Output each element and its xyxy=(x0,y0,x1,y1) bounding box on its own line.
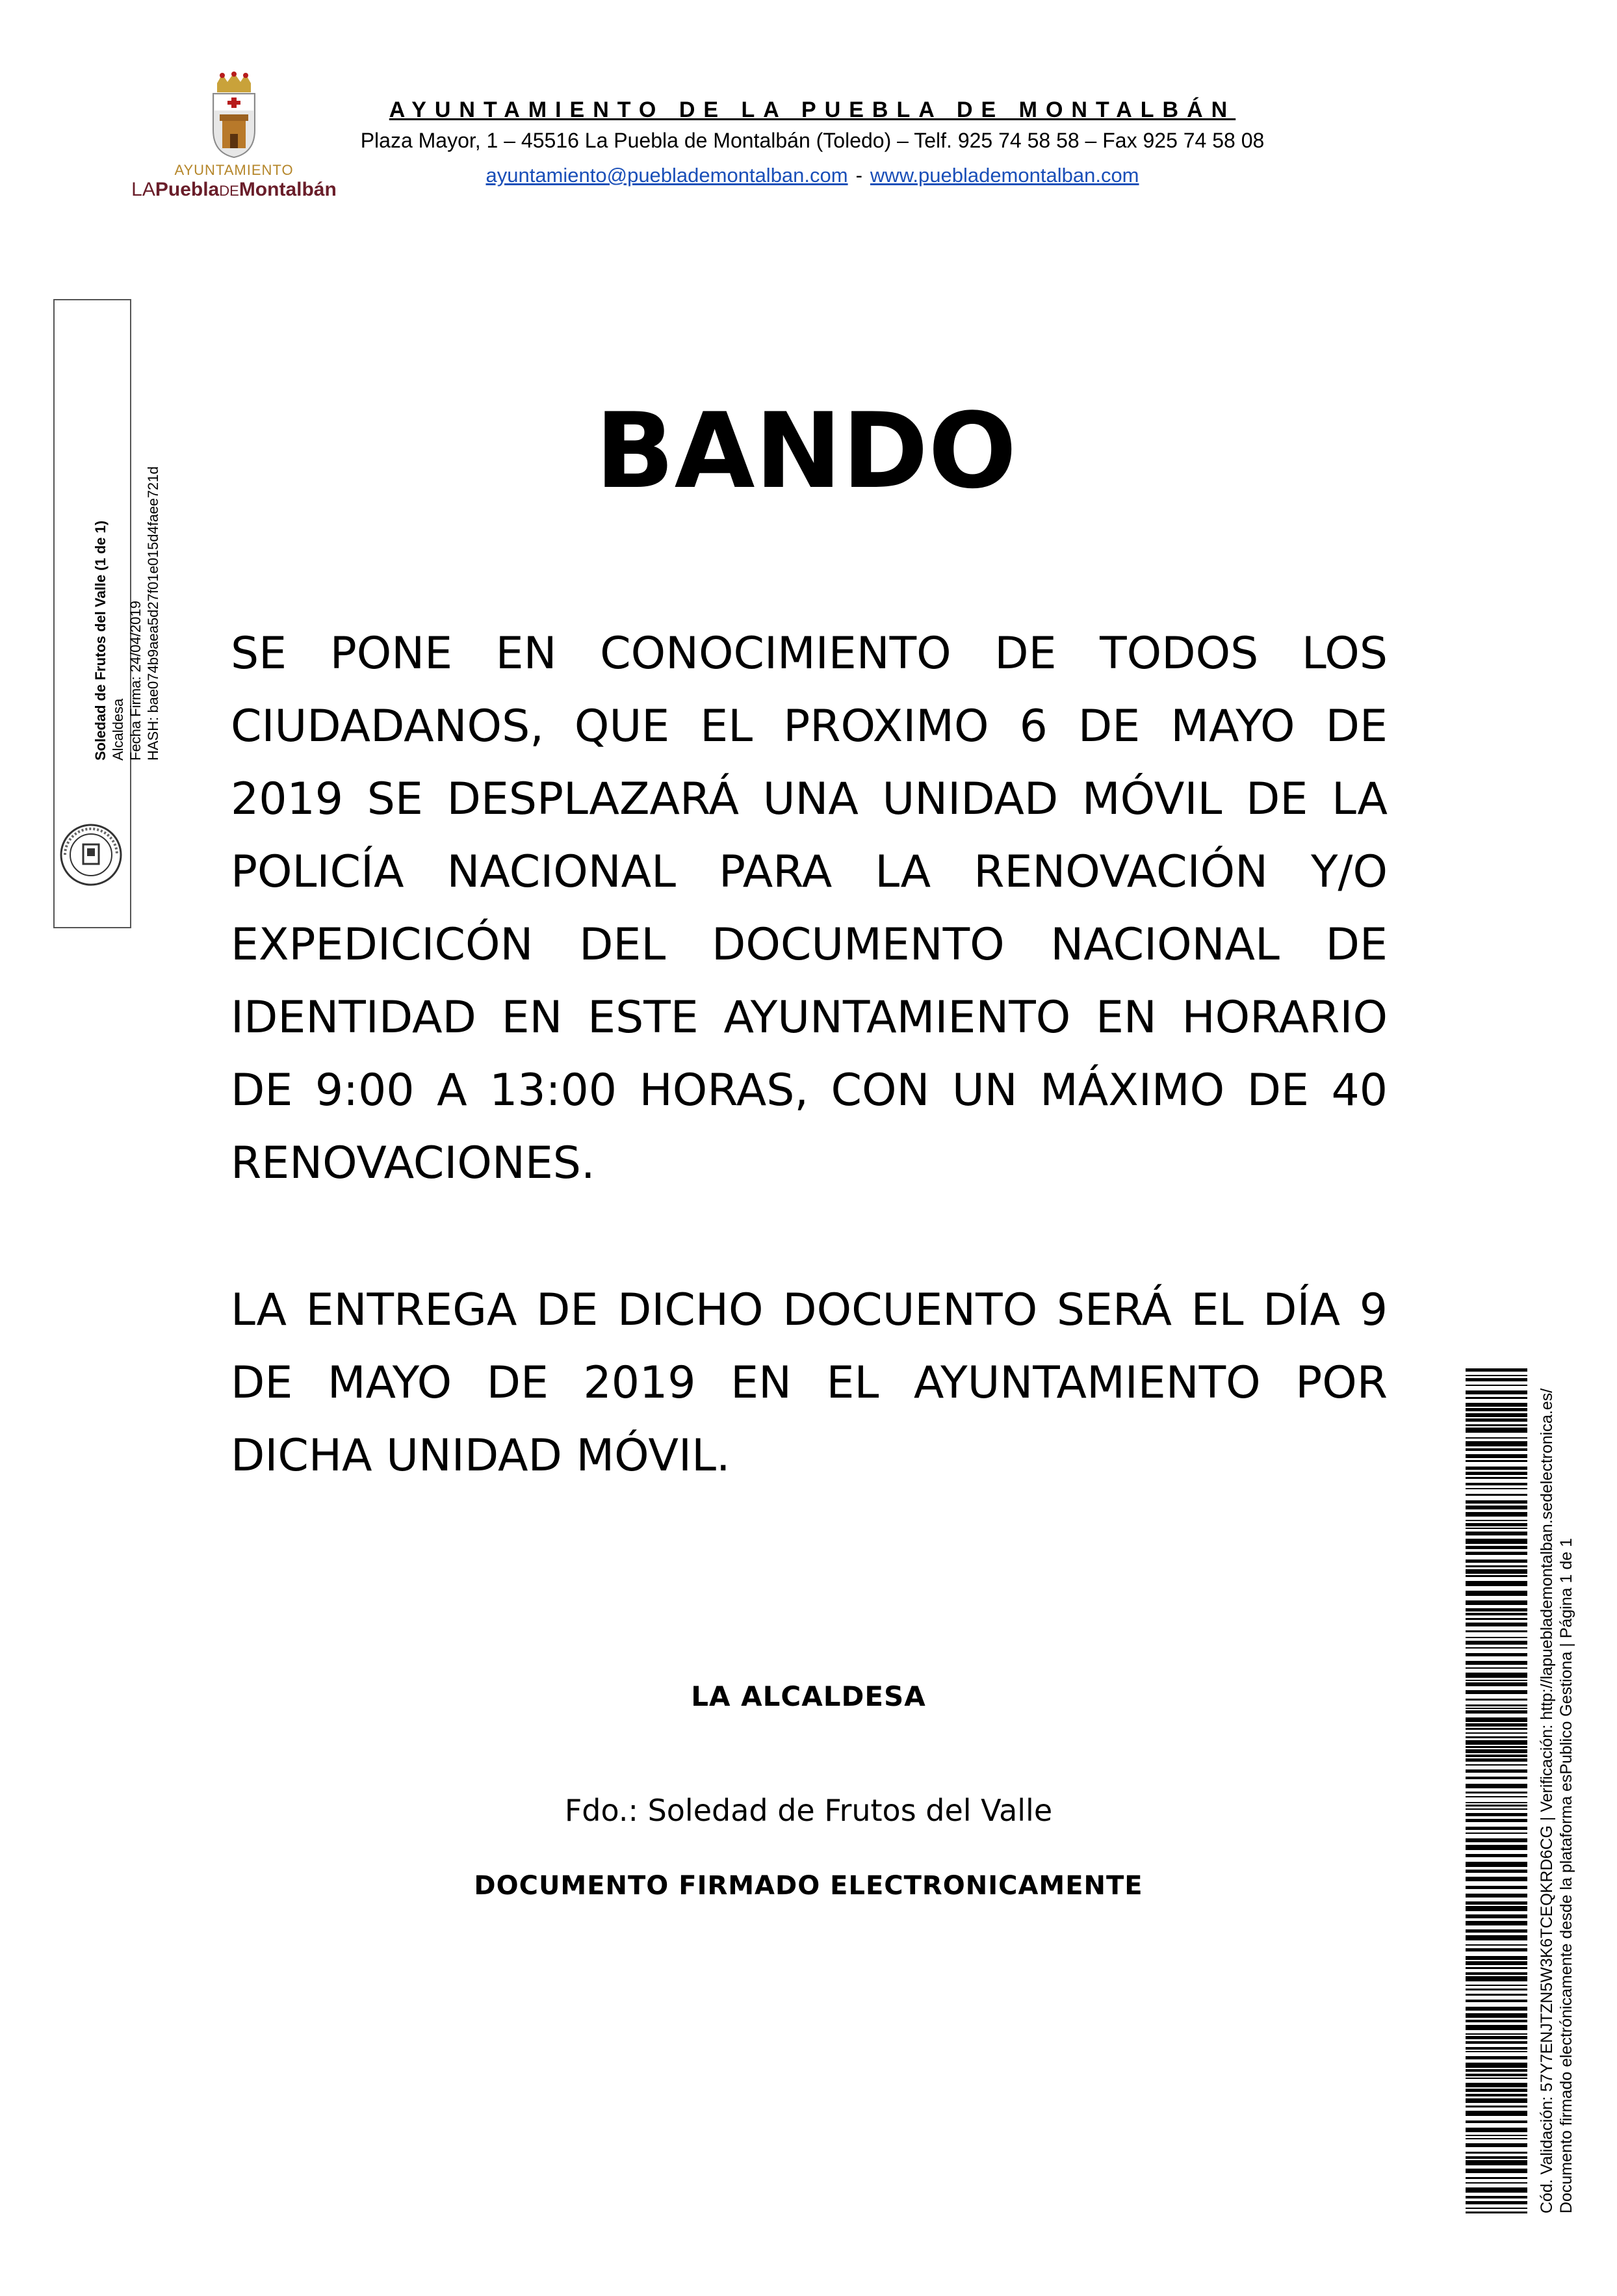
barcode-bar xyxy=(1466,1717,1527,1722)
barcode-bar xyxy=(1466,1581,1527,1586)
barcode-bar xyxy=(1466,2111,1527,2116)
barcode-bar xyxy=(1466,1477,1527,1479)
barcode-bar xyxy=(1466,1819,1527,1822)
barcode-bar xyxy=(1466,1520,1527,1521)
signature-hash-line: HASH: bae074b9aea5d27f01e015d4faee721d xyxy=(145,466,161,761)
barcode-bar xyxy=(1466,2020,1527,2022)
logo-text-top: AYUNTAMIENTO xyxy=(174,162,294,178)
barcode-bar xyxy=(1466,1732,1527,1734)
barcode-bar xyxy=(1466,2156,1527,2159)
barcode-bar xyxy=(1466,1437,1527,1439)
barcode-bar xyxy=(1466,2051,1527,2052)
barcode-bar xyxy=(1466,2041,1527,2044)
signer-name: Fdo.: Soledad de Frutos del Valle xyxy=(564,1793,1053,1828)
barcode-bar xyxy=(1466,1808,1527,1810)
barcode-bar xyxy=(1466,1704,1527,1706)
barcode-bar xyxy=(1466,2187,1527,2193)
verification-code-line: Cód. Validación: 57Y7ENJTZN5W3K6TCEQKRD6CG | Verificación: http://lapueblademontalban.sedelectronica.es/ xyxy=(1538,1388,1556,2213)
barcode-bar xyxy=(1466,1390,1527,1394)
barcode-bar xyxy=(1466,1802,1527,1803)
barcode-bar xyxy=(1466,1906,1527,1911)
barcode-bar xyxy=(1466,1792,1527,1794)
barcode-bar xyxy=(1466,1994,1527,1996)
barcode-bar xyxy=(1466,1467,1527,1470)
barcode-bar xyxy=(1466,2208,1527,2209)
barcode-bar xyxy=(1466,2047,1527,2050)
email-link[interactable]: ayuntamiento@pueblademontalban.com xyxy=(485,164,848,187)
barcode-bar xyxy=(1466,1901,1527,1905)
barcode-bar xyxy=(1466,2098,1527,2103)
barcode-bar xyxy=(1466,1647,1527,1649)
barcode-bar xyxy=(1466,1600,1527,1605)
barcode-bar xyxy=(1466,1769,1527,1773)
barcode-bar xyxy=(1466,1764,1527,1766)
barcode-bar xyxy=(1466,1921,1527,1925)
barcode-bar xyxy=(1466,1385,1527,1386)
barcode-bar xyxy=(1466,1935,1527,1940)
barcode-bar xyxy=(1466,1929,1527,1933)
barcode-bar xyxy=(1466,2083,1527,2087)
barcode-bar xyxy=(1466,2128,1527,2132)
barcode-bar xyxy=(1466,1559,1527,1563)
barcode-bar xyxy=(1466,2074,1527,2076)
barcode-bar xyxy=(1466,1862,1527,1867)
barcode-bar xyxy=(1466,1661,1527,1665)
barcode-bar xyxy=(1466,1989,1527,1990)
platform-line: Documento firmado electrónicamente desde la plataforma esPublico Gestiona | Página 1 de 1 xyxy=(1557,1537,1575,2213)
barcode-bar xyxy=(1466,1472,1527,1475)
barcode-bar xyxy=(1466,2201,1527,2204)
barcode-bar xyxy=(1466,1397,1527,1399)
barcode-bar xyxy=(1466,1418,1527,1422)
barcode-bar xyxy=(1466,1976,1527,1981)
barcode-bar xyxy=(1466,2013,1527,2018)
barcode-bar xyxy=(1466,1813,1527,1816)
barcode-bar xyxy=(1466,1630,1527,1632)
barcode-bar xyxy=(1466,1565,1527,1567)
barcode-bar xyxy=(1466,1777,1527,1779)
barcode-bar xyxy=(1466,2143,1527,2147)
barcode-bar xyxy=(1466,1428,1527,1433)
barcode-bar xyxy=(1466,1494,1527,1496)
barcode-bar xyxy=(1466,1368,1527,1372)
barcode-bar xyxy=(1466,1833,1527,1834)
barcode-bar xyxy=(1466,1608,1527,1611)
barcode-bar xyxy=(1466,1723,1527,1727)
verification-info xyxy=(1537,1368,1576,2213)
barcode-bar xyxy=(1466,2177,1527,2179)
organization-title: AYUNTAMIENTO DE LA PUEBLA DE MONTALBÁN xyxy=(389,98,1236,122)
barcode-bar xyxy=(1466,2169,1527,2173)
barcode-bar xyxy=(1466,1441,1527,1446)
barcode-bar xyxy=(1466,1708,1527,1709)
barcode-bar xyxy=(1466,1460,1527,1462)
coat-of-arms-icon xyxy=(208,72,260,159)
barcode-bar xyxy=(1466,1749,1527,1753)
barcode-bar xyxy=(1466,1500,1527,1504)
barcode-bar xyxy=(1466,2056,1527,2059)
barcode-bar xyxy=(1466,1948,1527,1951)
barcode-bar xyxy=(1466,1378,1527,1381)
barcode-bar xyxy=(1466,1690,1527,1694)
barcode-bar xyxy=(1466,1375,1527,1376)
barcode-bar xyxy=(1466,2160,1527,2165)
organization-address: Plaza Mayor, 1 – 45516 La Puebla de Montalbán (Toledo) – Telf. 925 74 58 58 – Fax 925 74 58 08 xyxy=(360,129,1265,152)
barcode-bar xyxy=(1466,2152,1527,2154)
barcode-bar xyxy=(1466,2033,1527,2035)
barcode-bar xyxy=(1466,2120,1527,2123)
barcode-bar xyxy=(1466,1488,1527,1489)
barcode-bar xyxy=(1466,1736,1527,1738)
barcode-bar xyxy=(1466,1755,1527,1757)
barcode-bar xyxy=(1466,1680,1527,1681)
barcode-bar xyxy=(1466,1653,1527,1656)
barcode-bar xyxy=(1466,2182,1527,2184)
document-title-text: BANDO xyxy=(595,390,1017,512)
barcode-bar xyxy=(1466,1403,1527,1407)
document-title xyxy=(0,390,1617,512)
barcode-bar xyxy=(1466,1870,1527,1873)
barcode-bar xyxy=(1466,2106,1527,2107)
barcode-bar xyxy=(1466,2069,1527,2072)
barcode-bar xyxy=(1466,1877,1527,1881)
barcode-bar xyxy=(1466,1413,1527,1417)
barcode-bar xyxy=(1466,1914,1527,1918)
barcode-bar xyxy=(1466,1796,1527,1797)
barcode-bar xyxy=(1466,1967,1527,1969)
barcode-bar xyxy=(1466,1845,1527,1850)
announcement-paragraph-1: SE PONE EN CONOCIMIENTO DE TODOS LOS CIUDADANOS, QUE EL PROXIMO 6 DE MAYO DE 2019 SE DESPLAZARÁ UNA UNIDAD MÓVIL DE LA POLICÍA NACIONAL PARA LA RENOVACIÓN Y/O EXPEDICICÓN DEL DOCUMENTO NACIONAL DE IDENTIDAD EN ESTE AYUNTAMIENTO EN HORARIO DE 9:00 A 13:00 HORAS, CON UN MÁXIMO DE 40 RENOVACIONES. xyxy=(231,628,1388,1189)
municipality-logo xyxy=(130,72,338,208)
barcode-icon xyxy=(1466,1368,1527,2213)
barcode-bar xyxy=(1466,2000,1527,2002)
barcode-bar xyxy=(1466,1699,1527,1701)
barcode-bar xyxy=(1466,1539,1527,1544)
barcode-bar xyxy=(1466,1546,1527,1549)
barcode-bar xyxy=(1466,1682,1527,1686)
barcode-bar xyxy=(1466,1408,1527,1411)
barcode-bar xyxy=(1466,1961,1527,1965)
electronic-signature-note: DOCUMENTO FIRMADO ELECTRONICAMENTE xyxy=(474,1871,1143,1901)
organization-contact xyxy=(338,164,1287,187)
barcode-bar xyxy=(1466,1613,1527,1615)
barcode-bar xyxy=(1466,1956,1527,1960)
barcode-bar xyxy=(1466,2196,1527,2198)
barcode-bar xyxy=(1466,1641,1527,1645)
barcode-bar xyxy=(1466,1623,1527,1626)
barcode-bar xyxy=(1466,1523,1527,1526)
signer-position-line: Alcaldesa xyxy=(110,698,126,761)
barcode-bar xyxy=(1466,2063,1527,2068)
signer-line: Soledad de Frutos del Valle (1 de 1) xyxy=(92,520,109,761)
barcode-bar xyxy=(1466,1637,1527,1638)
barcode-bar xyxy=(1466,1758,1527,1762)
barcode-bar xyxy=(1466,1618,1527,1620)
barcode-bar xyxy=(1466,1784,1527,1788)
barcode-bar xyxy=(1466,1854,1527,1857)
barcode-bar xyxy=(1466,1740,1527,1745)
barcode-bar xyxy=(1466,1894,1527,1898)
barcode-bar xyxy=(1466,1944,1527,1946)
barcode-bar xyxy=(1466,2138,1527,2139)
barcode-bar xyxy=(1466,1886,1527,1889)
barcode-bar xyxy=(1466,1838,1527,1842)
barcode-bar xyxy=(1466,1591,1527,1596)
barcode-bar xyxy=(1466,1710,1527,1714)
logo-text-la: LA xyxy=(131,179,155,200)
barcode-bar xyxy=(1466,1746,1527,1748)
barcode-bar xyxy=(1466,1424,1527,1426)
barcode-bar xyxy=(1466,2007,1527,2011)
barcode-bar xyxy=(1466,1532,1527,1535)
barcode-bar xyxy=(1466,1728,1527,1730)
website-link[interactable]: www.pueblademontalban.com xyxy=(870,164,1139,187)
barcode-bar xyxy=(1466,1667,1527,1669)
barcode-bar xyxy=(1466,1454,1527,1458)
logo-text-bottom xyxy=(130,179,338,201)
barcode-bar xyxy=(1466,2211,1527,2213)
barcode-bar xyxy=(1466,1985,1527,1986)
signer-role: LA ALCALDESA xyxy=(691,1680,926,1712)
barcode-bar xyxy=(1466,2089,1527,2092)
logo-text-de: DE xyxy=(219,183,239,199)
barcode-bar xyxy=(1466,1552,1527,1555)
barcode-bar xyxy=(1466,2025,1527,2030)
barcode-bar xyxy=(1466,1448,1527,1451)
barcode-bar xyxy=(1466,1673,1527,1678)
barcode-bar xyxy=(1466,1827,1527,1830)
contact-separator: - xyxy=(855,164,862,187)
barcode-bar xyxy=(1466,1483,1527,1485)
barcode-bar xyxy=(1466,1506,1527,1509)
logo-text-montalban: Montalbán xyxy=(239,179,337,200)
signature-date-line: Fecha Firma: 24/04/2019 xyxy=(127,601,144,761)
barcode-bar xyxy=(1466,2094,1527,2096)
municipal-seal-icon xyxy=(58,822,123,887)
barcode-bar xyxy=(1466,1972,1527,1975)
logo-text-puebla: Puebla xyxy=(155,179,220,200)
barcode-bar xyxy=(1466,1575,1527,1577)
barcode-bar xyxy=(1466,1805,1527,1807)
barcode-bar xyxy=(1466,2135,1527,2136)
barcode-bar xyxy=(1466,2078,1527,2079)
barcode-bar xyxy=(1466,1512,1527,1517)
barcode-bar xyxy=(1466,2036,1527,2039)
barcode-bar xyxy=(1466,1569,1527,1574)
barcode-bar xyxy=(1466,1528,1527,1529)
announcement-paragraph-2: LA ENTREGA DE DICHO DOCUENTO SERÁ EL DÍA 9 DE MAYO DE 2019 EN EL AYUNTAMIENTO POR DICHA UNIDAD MÓVIL. xyxy=(231,1285,1388,1481)
